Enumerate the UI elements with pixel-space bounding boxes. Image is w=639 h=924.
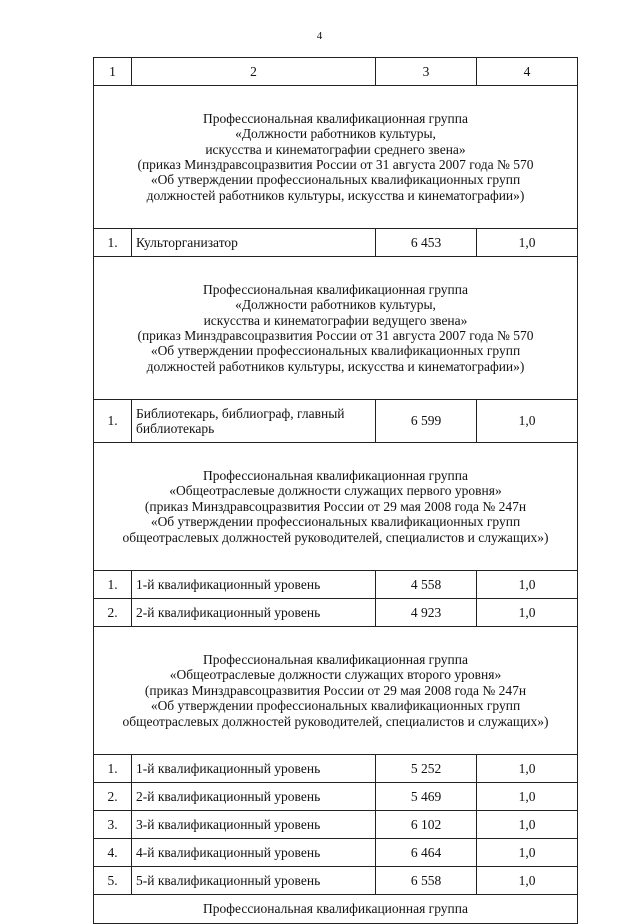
position-name: 3-й квалификационный уровень bbox=[132, 811, 376, 839]
table-row bbox=[94, 755, 578, 783]
position-name: Культорганизатор bbox=[132, 229, 376, 257]
salary-value: 6 453 bbox=[376, 229, 477, 257]
table-row bbox=[94, 811, 578, 839]
salary-value: 5 252 bbox=[376, 755, 477, 783]
group-title-line: (приказ Минздравсоцразвития России от 31 августа 2007 года № 570 bbox=[137, 157, 534, 172]
group-header-row bbox=[94, 86, 578, 229]
group-title-line: искусства и кинематографии среднего звена» bbox=[205, 141, 466, 157]
salary-value: 6 599 bbox=[376, 400, 477, 443]
position-name: 5-й квалификационный уровень bbox=[132, 867, 376, 895]
group-header-row bbox=[94, 257, 578, 400]
group-title-line: Профессиональная квалификационная группа bbox=[203, 281, 468, 297]
group-title-line: искусства и кинематографии ведущего звена» bbox=[203, 312, 468, 328]
coefficient-value: 1,0 bbox=[477, 229, 578, 257]
row-number: 1. bbox=[94, 571, 132, 599]
coefficient-value: 1,0 bbox=[477, 599, 578, 627]
row-number: 2. bbox=[94, 599, 132, 627]
group-title-line: «Об утверждении профессиональных квалификационных групп bbox=[150, 698, 521, 714]
table-row bbox=[94, 839, 578, 867]
group-title-line: (приказ Минздравсоцразвития России от 31 августа 2007 года № 570 bbox=[137, 328, 534, 343]
coefficient-value: 1,0 bbox=[477, 400, 578, 443]
header-cell: 3 bbox=[376, 58, 477, 86]
group-title-line: Профессиональная квалификационная группа bbox=[203, 110, 468, 126]
group-title-line: «Общеотраслевые должности служащих первого уровня» bbox=[169, 483, 502, 499]
group-title-line: (приказ Минздравсоцразвития России от 29 мая 2008 года № 247н bbox=[144, 498, 527, 514]
row-number: 1. bbox=[94, 229, 132, 257]
table-row bbox=[94, 229, 578, 257]
group-header-row bbox=[94, 627, 578, 755]
coefficient-value: 1,0 bbox=[477, 783, 578, 811]
table-row bbox=[94, 571, 578, 599]
row-number: 3. bbox=[94, 811, 132, 839]
header-cell: 4 bbox=[477, 58, 578, 86]
position-name: Библиотекарь, библиограф, главный библиотекарь bbox=[132, 400, 376, 443]
group-title-cell bbox=[94, 627, 578, 755]
row-number: 2. bbox=[94, 783, 132, 811]
salary-value: 4 558 bbox=[376, 571, 477, 599]
position-name: 4-й квалификационный уровень bbox=[132, 839, 376, 867]
salary-value: 6 464 bbox=[376, 839, 477, 867]
group-title-line: Профессиональная квалификационная группа bbox=[203, 651, 468, 667]
table-row bbox=[94, 783, 578, 811]
coefficient-value: 1,0 bbox=[477, 811, 578, 839]
group-title-line: (приказ Минздравсоцразвития России от 29 мая 2008 года № 247н bbox=[144, 682, 527, 698]
salary-value: 5 469 bbox=[376, 783, 477, 811]
table-row bbox=[94, 867, 578, 895]
coefficient-value: 1,0 bbox=[477, 867, 578, 895]
group-title-line: Профессиональная квалификационная группа bbox=[203, 467, 468, 483]
group-title-cell bbox=[94, 443, 578, 571]
group-title-line: «Общеотраслевые должности служащих второго уровня» bbox=[169, 667, 502, 683]
salary-value: 6 558 bbox=[376, 867, 477, 895]
group-header-row bbox=[94, 443, 578, 571]
group-title-line: общеотраслевых должностей руководителей, специалистов и служащих») bbox=[122, 529, 549, 545]
group-title-line: «Об утверждении профессиональных квалификационных групп bbox=[150, 172, 521, 188]
group-title-cell bbox=[94, 895, 578, 924]
salary-value: 4 923 bbox=[376, 599, 477, 627]
coefficient-value: 1,0 bbox=[477, 755, 578, 783]
row-number: 1. bbox=[94, 400, 132, 443]
coefficient-value: 1,0 bbox=[477, 839, 578, 867]
position-name: 2-й квалификационный уровень bbox=[132, 599, 376, 627]
header-cell: 2 bbox=[132, 58, 376, 86]
group-title-line: Профессиональная квалификационная группа bbox=[203, 901, 468, 917]
row-number: 1. bbox=[94, 755, 132, 783]
row-number: 4. bbox=[94, 839, 132, 867]
page-number: 4 bbox=[316, 30, 323, 42]
group-title-line: «Должности работников культуры, bbox=[235, 126, 436, 142]
row-number: 5. bbox=[94, 867, 132, 895]
group-title-line: должностей работников культуры, искусства и кинематографии») bbox=[146, 187, 525, 203]
table-row bbox=[94, 599, 578, 627]
group-title-cell bbox=[94, 257, 578, 400]
salary-table bbox=[93, 57, 578, 924]
position-name: 2-й квалификационный уровень bbox=[132, 783, 376, 811]
position-name: 1-й квалификационный уровень bbox=[132, 571, 376, 599]
group-title-line: «Должности работников культуры, bbox=[235, 297, 436, 313]
group-header-row bbox=[94, 895, 578, 924]
group-title-line: «Об утверждении профессиональных квалификационных групп bbox=[150, 343, 521, 359]
group-title-line: должностей работников культуры, искусства и кинематографии») bbox=[146, 358, 525, 374]
coefficient-value: 1,0 bbox=[477, 571, 578, 599]
salary-value: 6 102 bbox=[376, 811, 477, 839]
position-name: 1-й квалификационный уровень bbox=[132, 755, 376, 783]
group-title-line: «Об утверждении профессиональных квалификационных групп bbox=[150, 514, 521, 530]
header-cell: 1 bbox=[94, 58, 132, 86]
table-row bbox=[94, 400, 578, 443]
table-header-row bbox=[94, 58, 578, 86]
group-title-line: общеотраслевых должностей руководителей, специалистов и служащих») bbox=[122, 713, 549, 729]
group-title-cell bbox=[94, 86, 578, 229]
